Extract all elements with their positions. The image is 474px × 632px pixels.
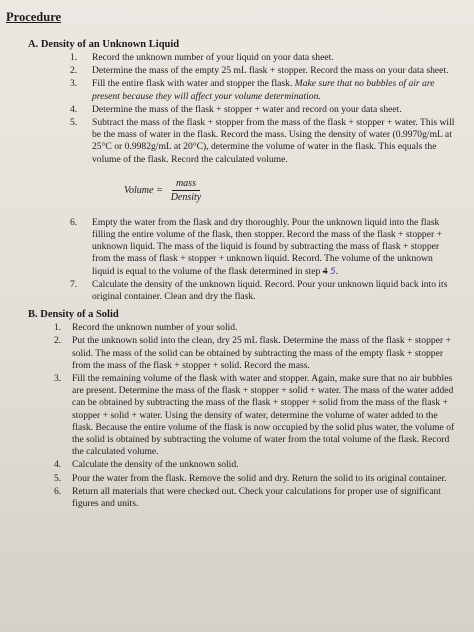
list-item xyxy=(6,459,456,471)
item-number: 3. xyxy=(70,78,78,90)
list-item xyxy=(6,52,456,64)
struck-step-number: 4 xyxy=(322,265,328,277)
item-number: 7. xyxy=(70,278,78,290)
list-item xyxy=(6,104,456,116)
item-number: 6. xyxy=(70,216,78,228)
item-text: Fill the remaining volume of the flask with water and stopper. Again, make sure that no air bubbles are present. Determine the mass of the flask + stopper + solid + water. The mass of the water added can be obtained by subtracting the mass of the flask + stopper + solid from the mass of the flask + stopper + solid + water. Using the density of water, determine the volume of water added to the flask. Because the entire volume of the flask is now occupied by the solid plus water, the volume of the solid is obtained by subtracting the volume of water from the total volume of the flask. Record the calculated volume. xyxy=(72,373,455,458)
section-a-list-continued xyxy=(6,217,456,303)
handwritten-correction: 5 xyxy=(329,266,336,277)
item-number: 4. xyxy=(54,459,62,471)
list-item xyxy=(6,473,456,485)
item-number: 6. xyxy=(54,485,62,497)
volume-formula xyxy=(124,178,456,203)
section-a-title: A. Density of an Unknown Liquid xyxy=(28,39,180,50)
item-number: 5. xyxy=(70,117,78,129)
item-number: 1. xyxy=(54,322,62,334)
item-text: Put the unknown solid into the clean, dry 25 mL flask. Determine the mass of the flask + stopper + solid. The mass of the solid can be obtained by subtracting the mass of the empty flask + stopper from the mass of the flask + stopper + solid. Record the mass. xyxy=(72,335,451,371)
section-a xyxy=(6,39,456,303)
list-item xyxy=(6,117,456,166)
item-text: Record the unknown number of your liquid on your data sheet. xyxy=(92,52,334,63)
list-item xyxy=(6,78,456,102)
item-note: Make sure that no bubbles of air are present because they will affect your volume determination. xyxy=(92,78,435,102)
formula-denominator: Density xyxy=(170,191,202,203)
section-a-list xyxy=(6,52,456,166)
item-text: Subtract the mass of the flask + stopper from the mass of the flask + stopper + water. This will be the mass of water in the flask. Record the mass. Using the density of water (0.9970g/mL at 25°C or 0.9982g/mL at 20°C), determine the volume of water in the flask. This equals the volume of the flask. Record the calculated volume. xyxy=(92,117,455,165)
item-text: Determine the mass of the flask + stopper + water and record on your data sheet. xyxy=(92,103,402,115)
section-b-title: B. Density of a Solid xyxy=(28,309,119,321)
item-text: Return all materials that were checked out. Check your calculations for proper use of significant figures and units. xyxy=(72,485,441,510)
item-number: 2. xyxy=(54,335,62,347)
list-item xyxy=(6,322,456,334)
item-text: Empty the water from the flask and dry thoroughly. Pour the unknown liquid into the flask filling the entire volume of the flask, then stopper. Record the mass of the flask + stopper + unknown liquid. The mass of the liquid is found by subtracting the mass of flask + stopper from the mass of flask + stopper + unknown liquid. Record. The volume of the unknown liquid is equal to the volume of the flask determined in step xyxy=(92,216,442,277)
formula-numerator: mass xyxy=(172,178,200,191)
list-item xyxy=(6,217,456,278)
section-b xyxy=(6,309,456,510)
item-number: 4. xyxy=(70,103,78,115)
section-b-list xyxy=(6,322,456,510)
formula-fraction xyxy=(167,178,206,203)
formula-lhs: Volume = xyxy=(124,184,163,196)
item-text: Pour the water from the flask. Remove the solid and dry. Return the solid to its original container. xyxy=(72,472,447,484)
list-item xyxy=(6,279,456,303)
list-item xyxy=(6,335,456,372)
item-number: 5. xyxy=(54,472,62,484)
item-text-end: . xyxy=(335,265,339,277)
list-item xyxy=(6,373,456,458)
item-text: Calculate the density of the unknown solid. xyxy=(72,459,239,471)
page-heading: Procedure xyxy=(6,10,62,24)
item-text: Fill the entire flask with water and stopper the flask. xyxy=(92,78,293,90)
item-text: Calculate the density of the unknown liquid. Record. Pour your unknown liquid back into its original container. Clean and dry the flask. xyxy=(92,278,448,303)
item-number: 3. xyxy=(54,373,62,385)
item-number: 1. xyxy=(70,52,78,63)
item-text: Determine the mass of the empty 25 mL flask + stopper. Record the mass on your data sheet. xyxy=(92,65,449,77)
item-text: Record the unknown number of your solid. xyxy=(72,322,238,334)
item-number: 2. xyxy=(70,65,78,77)
list-item xyxy=(6,486,456,510)
list-item xyxy=(6,65,456,77)
